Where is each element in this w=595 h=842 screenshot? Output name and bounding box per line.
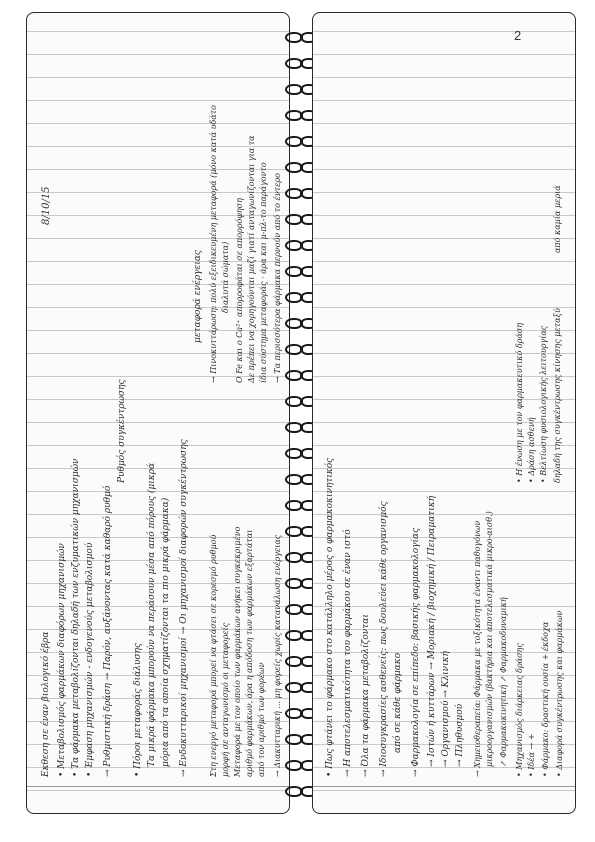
note-line: από καμία μεριά [553,185,562,253]
spiral-ring [288,268,312,278]
note-line: → Η αποτελεσματικότητα του φαρμάκου σε έναν ιστό [343,529,353,777]
spiral-ring [288,294,312,304]
note-line: → Ιδιοσυγκρασίες ασθενείς: πως δουλεύει κάθε οργανισμός [379,501,389,777]
spiral-ring [288,554,312,564]
spiral-ring [288,658,312,668]
note-line: • Μηχανισμός διάρκειας δράσης [515,643,524,777]
spiral-ring [288,320,312,330]
note-line: μικροοργανισμών (βακτήρια και αποτελεσματικά μικρο-αισθ.) [485,511,494,767]
spiral-ring [288,476,312,486]
notebook-leaf-right [26,12,290,814]
note-line: → Όλα τα φάρμακα μεταβολίζονται [361,614,371,777]
note-line: μορφή σε ανταγωνισμό οι μεταφορείς [221,622,230,777]
spiral-notebook [26,14,574,814]
spiral-ring [288,762,312,772]
spiral-ring [288,710,312,720]
note-line: Εκθεση σε έναν βιολογικό έβρα [41,631,51,777]
note-line: • Η ένωση με τον φαρμακευτικό δράση [515,323,524,483]
spiral-ring [288,736,312,746]
spiral-ring [288,164,312,174]
note-line: • Ιδέα → + [527,733,536,777]
note-line: → Ιστών ή κυττάρων → Μοριακή / βιοχημική / Πειραματική [427,495,437,767]
note-line: • Φάρμακο: δραστική ουσία + έκδοχα [541,621,550,777]
note-line: Στη ενεργό μεταφορά μπορεί να φτάσει σε κορεσμό ρυθμού [209,534,218,777]
note-line: → Ενδοκυτταρικοί μηχανισμοί → Οι μηχανισμοί διαφορών συγκέντρωσης [179,439,189,777]
note-date: 8/10/15 [41,186,52,225]
spiral-ring [288,112,312,122]
margin-line [313,786,575,787]
margin-line [27,786,289,787]
spiral-ring [288,450,312,460]
spiral-ring [288,346,312,356]
spiral-ring [288,86,312,96]
note-line: Μεταφορά με τον οποίο των φαρμάκων ανήκει συγκεκριμένο [233,526,242,777]
note-line: μεταφορά ενέργειας [193,250,203,343]
spiral-ring [288,372,312,382]
spiral-ring [288,684,312,694]
note-line: • Τα φάρμακα μεταβολίζονται δηλαδή των ενζυματικών μηχανισμών [71,458,81,777]
note-line: ίδια σύστημα μεταφοράς · άρα και μ-πλ-το παράγοντο [259,162,268,383]
note-line: διαλυτά σώματα) [221,241,230,313]
note-line: Δε πρέπει να χορηγούνται μαζί γιατί ανταγωνίζονται για τα [247,135,256,383]
page-number: 2 [514,28,522,43]
note-line: → Ρυθμιστική δράση → Παρόν, αυξάνοντας κατά καθαρό ρυθμό [103,485,113,777]
spiral-ring [288,138,312,148]
note-line: • Πως φτάνει το φάρμακο στο κατάλληλο μέρος ο φαρμακοκινητικός [325,457,335,777]
note-line: • Δράση ασθενή [527,417,536,483]
note-line: από σε κάθε φάρμακο [393,652,403,753]
spiral-ring [288,216,312,226]
note-line: Τα μικρά φάρμακα μπορούν να περάσουν μέσα από πόρους (μικρά [147,462,157,767]
spiral-ring [288,34,312,44]
note-line: Ρυθμός συγκέντρωσης [117,379,127,483]
spiral-binding [288,14,312,814]
note-line: → Οργανισμού → Κλινική [441,651,451,767]
note-line: • Πόροι μεταφοράς διάλυσης [133,642,143,777]
spiral-ring [288,580,312,590]
note-line: Ο Fe και ο Ca²⁺ απορροφάται σε απορρόφηση [235,198,244,383]
note-line: • Διαφορά συγκέντρωσης και φαρμάκων [555,610,564,777]
note-line: → Χημειοθεραπεία: Φάρμακα με τοξικότητα έναντι παθογόνων [473,520,482,777]
note-line: • Μεταβολισμός φαρμάκων διαφόρων μηχανισμών [57,543,67,777]
spiral-ring [288,398,312,408]
note-line: δηλαδή της συγκέντρωσης κίνησης μεταξύ [553,308,562,483]
note-line: → Διακυτταρική ... μη φορείς χωρίς κατανάλωση ενέργειας [273,534,282,777]
note-line: από τον αριθμό των φορέων [257,662,266,777]
spiral-ring [288,788,312,798]
spiral-ring [288,502,312,512]
note-line: μόρια από τα οποία σχηματίζονται τα πιο μικρά φάρμακα) [161,497,171,767]
note-line: → Φαρμακολογία σε επίπεδο: βασικής φαρμακολογίας [411,527,421,777]
spiral-ring [288,424,312,434]
note-line: → Πινοκυττάρωση: πολύ εξειδικευμένη μεταφορά (μόνο κατά υδάτο [209,105,218,383]
spiral-ring [288,190,312,200]
note-line: → Πληθυσμού [455,703,465,767]
spiral-ring [288,606,312,616]
note-line: αριθμό φαρμάκων, άρα η απόδοση των φαρμάκων εξαρτάται [245,529,254,777]
note-line: • Βελτίωση φυσιολογικής λειτουργίας [539,325,548,483]
spiral-ring [288,242,312,252]
note-line: • Έμφαση μηχανισμών - ενδογενούς μεταβολισμού [85,542,95,777]
note-line: ↗ Φαρμακοκινητική ↗ Φαρμακοδυναμική [499,597,508,767]
spiral-ring [288,60,312,70]
spiral-ring [288,528,312,538]
note-line: → Τα περισσότερα φάρμακα περνούν από το έντερο [273,173,282,383]
spiral-ring [288,632,312,642]
notebook-leaf-left [312,12,576,814]
